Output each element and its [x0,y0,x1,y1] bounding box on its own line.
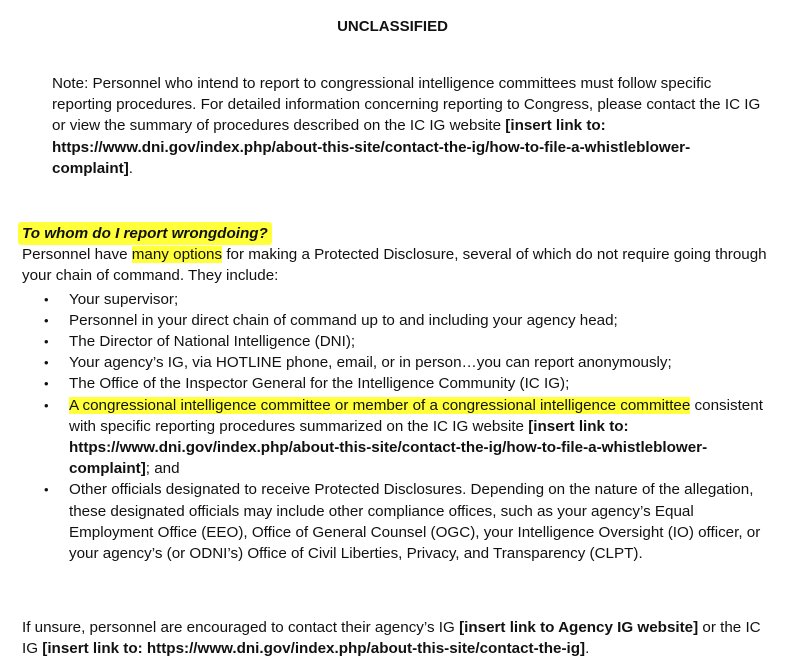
option-text: Your supervisor; [69,290,179,308]
section-heading-line [22,223,774,244]
intro-after: for making a Protected Disclosure, several of which do not require going through your chain of command. They include: [22,246,767,285]
congress-link-placeholder: [insert link to: https://www.dni.gov/index.php/about-this-site/contact-the-ig/how-to-file-a-whistleblower-complaint] [69,417,708,478]
congress-highlight: A congressional intelligence committee or member of a congressional intelligence committee [69,396,691,414]
list-item [22,289,774,310]
classification-header: UNCLASSIFIED [337,18,448,35]
list-item-other-officials [22,479,774,564]
intro-highlight: many options [131,246,223,264]
option-text: Other officials designated to receive Protected Disclosures. Depending on the nature of the allegation, these designated officials may include other compliance offices, such as your agency’s Equal Employment Office (EEO), Office of General Counsel (OGC), your Intelligence Oversight (IO) officer, or your agency’s (or ODNI’s) Office of Civil Liberties, Privacy, and Transparency (CLPT). [69,481,761,563]
section-heading: To whom do I report wrongdoing? [18,222,272,245]
bullet-icon: • [44,334,49,350]
list-item [22,352,774,373]
footer-link-agency-ig: [insert link to Agency IG website] [459,619,699,636]
report-section [22,223,774,564]
options-list [22,289,774,565]
footer-link-ic-ig: [insert link to: https://www.dni.gov/index.php/about-this-site/contact-the-ig] [42,640,586,658]
footer-text-1: If unsure, personnel are encouraged to contact their agency’s IG [22,619,460,636]
option-text: The Director of National Intelligence (DNI); [69,333,356,351]
bullet-icon: • [44,482,49,498]
bullet-icon: • [44,312,49,328]
option-text: Your agency’s IG, via HOTLINE phone, email, or in person…you can report anonymously; [69,354,672,372]
congress-end: ; and [145,460,180,478]
note-link-placeholder: [insert link to: https://www.dni.gov/index.php/about-this-site/contact-the-ig/how-to-file-a-whistleblower-complaint] [52,117,691,177]
note-text: Note: Personnel who intend to report to congressional intelligence committees must follow specific reporting procedures. For detailed information concerning reporting to Congress, please contact the IC IG or view the summary of procedures described on the IC IG website [52,75,761,135]
list-item [22,373,774,394]
footer-end: . [585,640,590,658]
list-item [22,331,774,352]
list-item-congress [22,395,774,480]
option-text: Personnel in your direct chain of command up to and including your agency head; [69,311,618,329]
bullet-icon: • [44,376,49,392]
bullet-icon: • [44,397,49,413]
option-text: The Office of the Inspector General for the Intelligence Community (IC IG); [69,375,570,393]
footer-paragraph [22,617,774,659]
bullet-icon: • [44,291,49,307]
note-paragraph [52,73,764,179]
footer-text-2: or the IC IG [22,619,761,658]
intro-before: Personnel have [22,246,132,264]
congress-text: consistent with specific reporting procedures summarized on the IC IG website [69,396,763,435]
bullet-icon: • [44,355,49,371]
note-end: . [128,159,134,177]
list-item [22,310,774,331]
section-intro [22,244,774,286]
